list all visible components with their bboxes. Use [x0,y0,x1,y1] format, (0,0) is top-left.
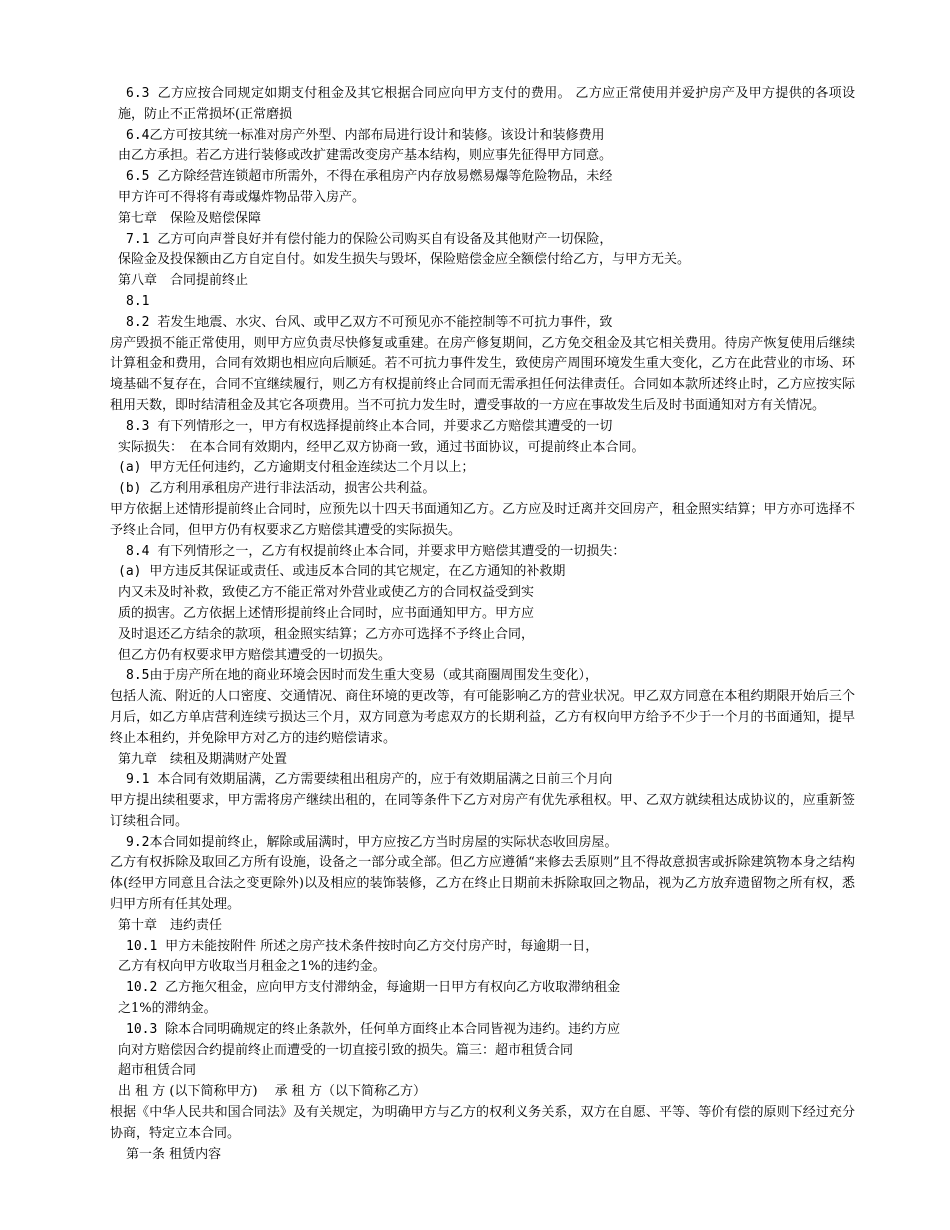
paragraph-text: 乙方拖欠租金，应向甲方支付滞纳金，每逾期一日甲方有权向乙方收取滞纳租金 [165,980,621,996]
paragraph-text: 除本合同明确规定的终止条款外，任何单方面终止本合同皆视为违约。违约方应 [165,1021,621,1037]
paragraph-text: 第一条 租赁内容 [126,1146,222,1162]
paragraph [118,750,855,771]
paragraph [118,1041,855,1062]
paragraph [118,937,855,958]
paragraph [118,417,855,438]
clause-number: 6.3 [126,86,158,101]
clause-number: 8.2 [126,314,158,330]
paragraph-text: 内又未及时补救，致使乙方不能正常对外营业或使乙方的合同权益受到实 [118,585,535,601]
paragraph-text: 甲方违反其保证或责任、或违反本合同的其它规定，在乙方通知的补救期 [149,564,566,580]
paragraph-text: 向对方赔偿因合约提前终止而遭受的一切直接引致的损失。篇三：超市租赁合同 [118,1042,574,1058]
paragraph [118,1061,855,1082]
paragraph-text: 甲方提出续租要求，甲方需将房产继续出租的，在同等条件下乙方对房产有优先承租权。甲、乙双方就续租达成协议的，应重新签订续租合同。 [110,793,855,829]
paragraph [118,313,855,334]
paragraph [118,770,855,791]
paragraph-text: 若发生地震、水灾、台风、或甲乙双方不可预见亦不能控制等不可抗力事件，致 [157,314,613,330]
paragraph [118,188,855,209]
paragraph-text: 第七章 保险及赔偿保障 [118,210,262,226]
paragraph [118,999,855,1020]
paragraph-text: 本合同有效期届满，乙方需要续租出租房产的，应于有效期届满之日前三个月向 [157,772,613,788]
paragraph [118,271,855,292]
paragraph-text: 乙方利用承租房产进行非法活动，损害公共利益。 [149,481,436,497]
paragraph-text: 实际损失： 在本合同有效期内，经甲乙双方协商一致，通过书面协议，可提前终止本合同。 [118,439,645,455]
clause-number: 6.4 [126,127,150,143]
paragraph-text: 甲方未能按附件 所述之房产技术条件按时向乙方交付房产时，每逾期一日， [165,938,599,954]
document-body [110,84,855,1165]
paragraph-text: 乙方除经营连锁超市所需外，不得在承租房产内存放易燃易爆等危险物品，未经 [157,169,613,185]
paragraph-text: 包括人流、附近的人口密度、交通情况、商住环境的更改等，有可能影响乙方的营业状况。甲乙双方同意在本租约期限开始后三个月后，如乙方单店营利连续亏损达三个月，双方同意为考虑双方的长期利益，乙方有权向甲方给予不少于一个月的书面通知，提早终止本租约，并免除甲方对乙方的违约赔偿请求。 [110,689,855,746]
paragraph [118,666,855,687]
paragraph [118,625,855,646]
clause-number: 8.1 [126,293,150,309]
clause-number: 10.2 [126,980,166,996]
paragraph [118,1145,855,1166]
paragraph-text: 有下列情形之一，甲方有权选择提前终止本合同，并要求乙方赔偿其遭受的一切 [157,418,613,434]
clause-number: 9.2 [126,834,150,850]
paragraph-text: 乙方可按其统一标准对房产外型、内部布局进行设计和装修。该设计和装修费用 [149,127,605,143]
paragraph [118,479,855,500]
clause-number: (b) [118,481,150,497]
paragraph [110,334,855,417]
paragraph [118,84,855,126]
paragraph [110,1103,855,1145]
paragraph-text: 第十章 违约责任 [118,917,223,933]
paragraph [118,957,855,978]
paragraph-text: 乙方有权拆除及取回乙方所有设施，设备之一部分或全部。但乙方应遵循“来修去丢原则”且不得故意损害或拆除建筑物本身之结构体(经甲方同意且合法之变更除外)以及相应的装饰装修，乙方在终止日期前未拆除取回之物品，视为乙方放弃遗留物之所有权，悉归甲方所有任其处理。 [110,855,855,913]
clause-number: 6.5 [126,169,158,185]
paragraph [118,167,855,188]
paragraph-text: 保险金及投保额由乙方自定自付。如发生损失与毁坏，保险赔偿金应全额偿付给乙方，与甲方无关。 [118,252,691,268]
paragraph [118,438,855,459]
paragraph [118,583,855,604]
clause-number: 10.3 [126,1021,166,1037]
paragraph-text: 超市租赁合同 [118,1063,197,1079]
paragraph [118,916,855,937]
paragraph-text: 第八章 合同提前终止 [118,273,249,289]
paragraph [118,126,855,147]
paragraph [110,687,855,749]
paragraph [118,1082,855,1103]
paragraph [118,604,855,625]
clause-number: 9.1 [126,772,158,788]
paragraph-text: 第九章 续租及期满财产处置 [118,751,288,767]
paragraph-text: 甲方无任何违约，乙方逾期支付租金连续达二个月以上； [149,460,475,476]
paragraph-text: 质的损害。乙方依据上述情形提前终止合同时，应书面通知甲方。甲方应 [118,605,535,621]
paragraph-text: 甲方依据上述情形提前终止合同时，应预先以十四天书面通知乙方。乙方应及时迁离并交回房产，租金照实结算；甲方亦可选择不予终止合同，但甲方仍有权要求乙方赔偿其遭受的实际损失。 [110,501,855,538]
paragraph [118,458,855,479]
paragraph [118,292,855,313]
paragraph-text: 乙方应按合同规定如期支付租金及其它根据合同应向甲方支付的费用。 乙方应正常使用并爱护房产及甲方提供的各项设施，防止不正常损坏(正常磨损 [118,86,855,122]
paragraph [118,646,855,667]
paragraph [118,1020,855,1041]
paragraph [118,542,855,563]
paragraph-text: 由乙方承担。若乙方进行装修或改扩建需改变房产基本结构，则应事先征得甲方同意。 [118,148,613,164]
paragraph [118,978,855,999]
paragraph-text: 本合同如提前终止，解除或届满时，甲方应按乙方当时房屋的实际状态收回房屋。 [149,834,618,850]
paragraph [110,500,855,542]
paragraph-text: 及时退还乙方结余的款项，租金照实结算；乙方亦可选择不予终止合同， [118,626,535,642]
paragraph-text: 之1%的滞纳金。 [118,1001,217,1017]
paragraph-text: 有下列情形之一，乙方有权提前终止本合同，并要求甲方赔偿其遭受的一切损失： [157,543,626,559]
paragraph-text: 乙方可向声誉良好并有偿付能力的保险公司购买自有设备及其他财产一切保险， [157,231,613,247]
paragraph-text: 出 租 方 (以下简称甲方) 承 租 方（以下简称乙方） [118,1084,426,1100]
paragraph-text: 甲方许可不得将有毒或爆炸物品带入房产。 [118,189,366,205]
paragraph [118,833,855,854]
paragraph [118,250,855,271]
paragraph-text: 由于房产所在地的商业环境会因时而发生重大变易（或其商圈周围发生变化）， [149,668,598,684]
paragraph-text: 但乙方仍有权要求甲方赔偿其遭受的一切损失。 [118,647,392,663]
clause-number: 10.1 [126,938,166,954]
clause-number: 8.5 [126,668,150,684]
paragraph-text: 根据《中华人民共和国合同法》及有关规定，为明确甲方与乙方的权利义务关系，双方在自愿、平等、等价有偿的原则下经过充分协商，特定立本合同。 [110,1105,855,1141]
paragraph [110,791,855,833]
paragraph [118,209,855,230]
clause-number: 8.4 [126,543,158,559]
paragraph [118,146,855,167]
paragraph [118,562,855,583]
paragraph-text: 乙方有权向甲方收取当月租金之1%的违约金。 [118,959,386,975]
clause-number: (a) [118,564,150,580]
clause-number: 8.3 [126,418,158,434]
clause-number: 7.1 [126,231,158,247]
paragraph [110,853,855,915]
paragraph [118,230,855,251]
clause-number: (a) [118,460,150,476]
paragraph-text: 房产毁损不能正常使用，则甲方应负责尽快修复或重建。在房产修复期间，乙方免交租金及其它相关费用。待房产恢复使用后继续计算租金和费用，合同有效期也相应向后顺延。若不可抗力事件发生，致使房产周围环境发生重大变化，乙方在此营业的市场、环境基础不复存在，合同不宜继续履行，则乙方有权提前终止合同而无需承担任何法律责任。合同如本款所述终止时，乙方应按实际租用天数，即时结清租金及其它各项费用。当不可抗力发生时，遭受事故的一方应在事故发生后及时书面通知对方有关情况。 [110,335,855,413]
